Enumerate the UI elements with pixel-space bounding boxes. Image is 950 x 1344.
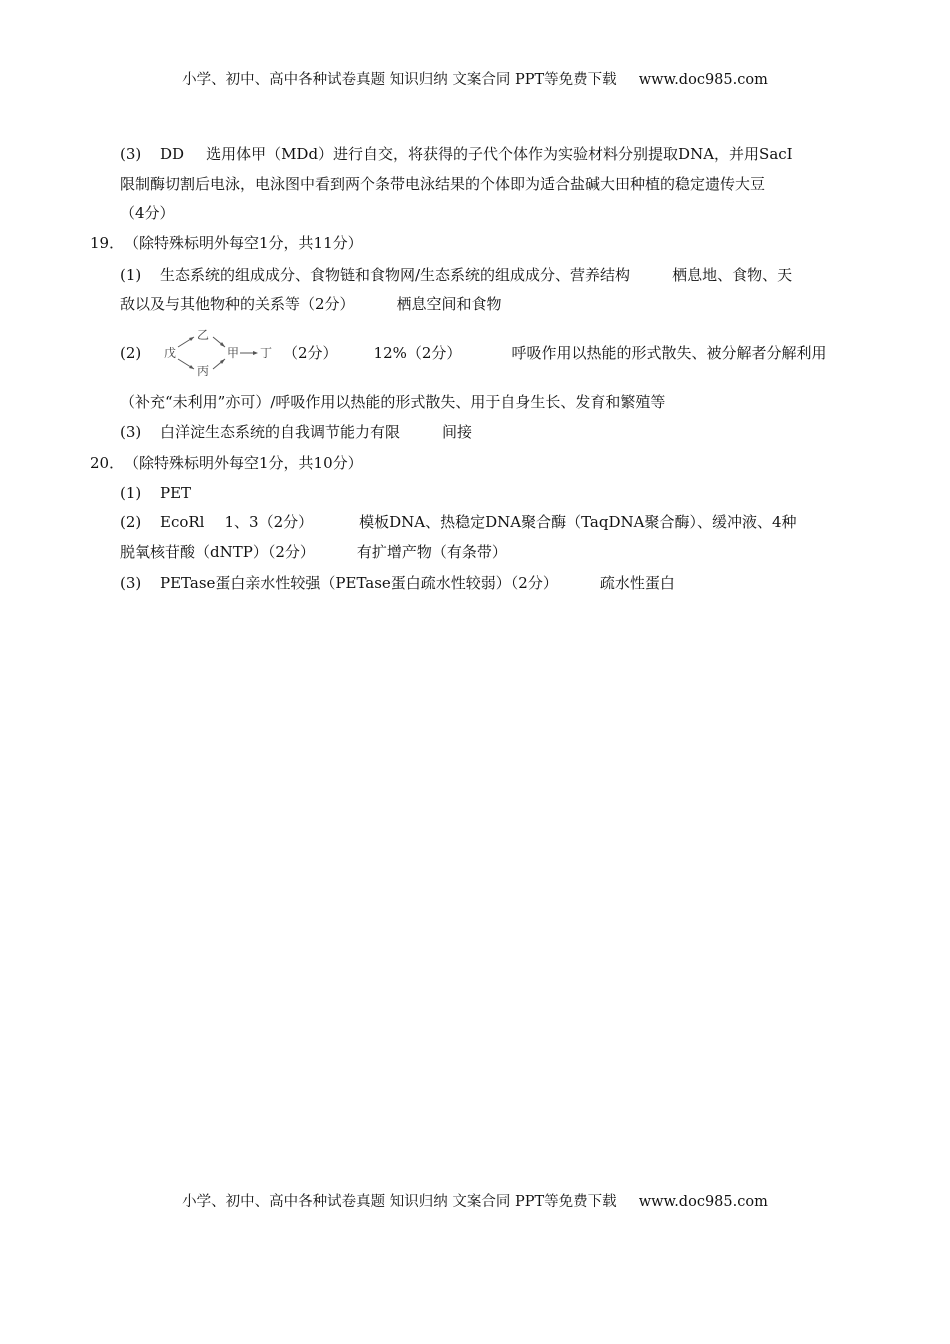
- q19-part3-answer-a: 白洋淀生态系统的自我调节能力有限: [160, 423, 401, 441]
- q19-part2-answer-b: 12%（2分）: [373, 344, 462, 362]
- q19-part2-score-a: （2分）: [283, 344, 338, 362]
- page-header: [0, 68, 950, 89]
- q19-part1-answer-b: 栖息地、食物、天: [672, 266, 793, 284]
- q20-part2-answer-c: 模板DNA、热稳定DNA聚合酶（TaqDNA聚合酶）、缓冲液、4种: [359, 513, 797, 531]
- q20-part3-answer-b: 疏水性蛋白: [599, 574, 675, 592]
- q19-note: （除特殊标明外每空1分，共11分）: [124, 234, 363, 252]
- q19-part1-answer-a: 生态系统的组成成分、食物链和食物网/生态系统的组成成分、营养结构: [160, 266, 631, 284]
- node-bing: 丙: [197, 364, 210, 378]
- q19-part1-line2: [120, 294, 502, 314]
- q20-part3-line: [120, 573, 675, 593]
- q19-part2-line1: [120, 328, 826, 377]
- page-footer: [0, 1190, 950, 1211]
- header-text: 小学、初中、高中各种试卷真题 知识归纳 文案合同 PPT等免费下载: [182, 72, 617, 88]
- q19-part1-number: (1): [120, 266, 142, 284]
- food-web-diagram: [160, 329, 275, 377]
- q19-heading: [90, 233, 363, 253]
- node-yi: 乙: [197, 328, 210, 342]
- q19-part2-answer-c: 呼吸作用以热能的形式散失、被分解者分解利用: [511, 344, 827, 362]
- q18-part3-answer-b: 选用体甲（MDd）进行自交，将获得的子代个体作为实验材料分别提取DNA，并用SacI: [206, 145, 793, 163]
- q19-part3-line: [120, 422, 472, 442]
- footer-text: 小学、初中、高中各种试卷真题 知识归纳 文案合同 PPT等免费下载: [182, 1194, 617, 1210]
- q18-part3-line2: 限制酶切割后电泳，电泳图中看到两个条带电泳结果的个体即为适合盐碱大田种植的稳定遗传大豆: [120, 175, 766, 193]
- q20-part2-number: (2): [120, 513, 142, 531]
- q20-part3-number: (3): [120, 574, 142, 592]
- q20-part1-line: [120, 483, 191, 503]
- q20-part2-answer-d: 脱氧核苷酸（dNTP）（2分）: [120, 543, 315, 561]
- node-jia: 甲: [227, 346, 240, 360]
- food-web-arrows: [160, 329, 275, 377]
- header-site: www.doc985.com: [638, 72, 768, 88]
- q18-part3-answer-a: DD: [160, 145, 185, 163]
- footer-site: www.doc985.com: [638, 1194, 768, 1210]
- q19-part2-line2: （补充“未利用”亦可）/呼吸作用以热能的形式散失、用于自身生长、发育和繁殖等: [120, 393, 666, 411]
- q19-part1-answer-d: 栖息空间和食物: [396, 295, 502, 313]
- q20-part2-line1: [120, 512, 797, 532]
- q19-part1-line1: [120, 265, 792, 285]
- q19-number: 19．: [90, 234, 125, 252]
- node-wu: 戊: [164, 346, 177, 360]
- q19-part1-answer-c: 敌以及与其他物种的关系等（2分）: [120, 295, 355, 313]
- q18-part3-number: (3): [120, 145, 142, 163]
- q20-part2-answer-a: EcoRl: [160, 513, 205, 531]
- q20-heading: [90, 453, 363, 473]
- q20-part1-number: (1): [120, 484, 142, 502]
- q19-part3-answer-b: 间接: [442, 423, 473, 441]
- q20-note: （除特殊标明外每空1分，共10分）: [124, 454, 363, 472]
- q19-part2-number: (2): [120, 344, 142, 362]
- q20-part2-answer-b: 1、3（2分）: [224, 513, 314, 531]
- q20-number: 20．: [90, 454, 125, 472]
- q20-part2-answer-e: 有扩增产物（有条带）: [356, 543, 507, 561]
- q19-part3-number: (3): [120, 423, 142, 441]
- q20-part3-answer-a: PETase蛋白亲水性较强（PETase蛋白疏水性较弱）（2分）: [160, 574, 558, 592]
- q18-part3-line1: [120, 144, 793, 164]
- q20-part2-line2: [120, 542, 507, 562]
- q20-part1-answer: PET: [160, 484, 192, 502]
- node-ding: 丁: [260, 346, 273, 360]
- q18-part3-line3: （4分）: [120, 204, 175, 222]
